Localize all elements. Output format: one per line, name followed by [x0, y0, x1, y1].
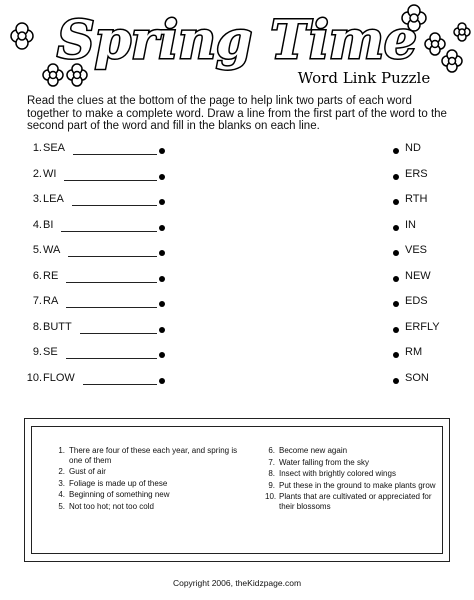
clue-number: 2. — [58, 467, 65, 476]
second-part: ERS — [405, 167, 428, 180]
clue-item — [55, 446, 241, 465]
word-row — [0, 344, 474, 364]
answer-blank[interactable] — [66, 358, 157, 359]
first-part: LEA — [43, 193, 64, 205]
clue-text: Not too hot; not too cold — [69, 501, 154, 511]
answer-blank[interactable] — [66, 282, 157, 283]
clue-text: Beginning of something new — [69, 490, 170, 499]
word-row — [0, 140, 474, 160]
row-number: 5. — [32, 244, 42, 256]
answer-blank[interactable] — [66, 307, 157, 308]
row-number: 7. — [32, 295, 42, 307]
answer-blank[interactable] — [64, 180, 157, 181]
clue-item — [265, 492, 443, 511]
second-part: RTH — [405, 193, 428, 205]
second-part: SON — [405, 371, 429, 384]
word-row — [0, 191, 474, 211]
clue-text: Insect with brightly colored wings — [279, 469, 396, 478]
flower-icon — [11, 23, 33, 49]
clue-number: 4. — [58, 490, 65, 499]
right-dot[interactable] — [393, 199, 399, 205]
left-dot[interactable] — [159, 327, 165, 333]
clue-item — [55, 502, 241, 512]
clue-number: 3. — [58, 478, 65, 488]
word-row — [0, 268, 474, 288]
first-part: SEA — [43, 142, 66, 154]
clue-text: Water falling from the sky — [279, 457, 369, 467]
word-row — [0, 242, 474, 262]
clue-number: 5. — [58, 501, 65, 511]
row-number: 2. — [32, 167, 42, 180]
left-dot[interactable] — [159, 276, 165, 282]
word-row — [0, 370, 474, 390]
right-dot[interactable] — [393, 378, 399, 384]
second-part: EDS — [405, 295, 428, 307]
clue-number: 1. — [58, 446, 65, 455]
flower-icon — [442, 50, 462, 72]
left-dot[interactable] — [159, 199, 165, 205]
flower-icon — [425, 33, 445, 55]
row-number: 1. — [32, 142, 42, 154]
clue-number: 7. — [268, 457, 275, 467]
clue-text: Become new again — [279, 446, 348, 455]
clue-number: 9. — [268, 480, 275, 490]
first-part: SE — [43, 346, 58, 358]
left-dot[interactable] — [159, 174, 165, 180]
row-number: 3. — [32, 193, 42, 205]
clue-item — [265, 481, 443, 491]
clue-number: 6. — [268, 446, 275, 455]
flower-icon — [454, 23, 470, 41]
answer-blank[interactable] — [68, 256, 157, 257]
first-part: BUTT — [43, 320, 72, 333]
copyright: Copyright 2006, theKidzpage.com — [172, 578, 302, 588]
answer-blank[interactable] — [72, 205, 157, 206]
row-number: 4. — [32, 218, 42, 231]
subtitle: Word Link Puzzle — [297, 69, 431, 87]
right-dot[interactable] — [393, 225, 399, 231]
clue-number: 10. — [265, 492, 277, 501]
clue-item — [265, 446, 443, 456]
left-dot[interactable] — [159, 225, 165, 231]
answer-blank[interactable] — [83, 384, 157, 385]
left-dot[interactable] — [159, 301, 165, 307]
clue-item — [265, 469, 443, 479]
row-number: 9. — [32, 346, 42, 358]
word-row — [0, 217, 474, 237]
clues-box — [24, 418, 450, 562]
title: Spring Time — [57, 10, 417, 71]
second-part: VES — [405, 244, 428, 256]
answer-blank[interactable] — [73, 154, 157, 155]
clue-text: Gust of air — [69, 467, 106, 476]
clue-text: Foliage is made up of these — [69, 478, 168, 488]
first-part: WI — [43, 167, 57, 180]
left-dot[interactable] — [159, 148, 165, 154]
row-number: 6. — [32, 269, 42, 282]
second-part: ERFLY — [405, 320, 440, 333]
clue-item — [55, 467, 241, 477]
right-dot[interactable] — [393, 148, 399, 154]
clue-text: There are four of these each year, and spring is one of them — [69, 446, 238, 465]
clue-item — [55, 490, 241, 500]
right-dot[interactable] — [393, 250, 399, 256]
word-row — [0, 166, 474, 186]
clue-item — [265, 458, 443, 468]
answer-blank[interactable] — [61, 231, 157, 232]
first-part: WA — [43, 244, 61, 256]
first-part: RA — [43, 295, 59, 307]
answer-blank[interactable] — [80, 333, 157, 334]
left-dot[interactable] — [159, 250, 165, 256]
clue-text: Plants that are cultivated or appreciated for their blossoms — [279, 492, 432, 511]
clues-column-left — [55, 446, 241, 513]
first-part: BI — [43, 218, 54, 231]
first-part: RE — [43, 269, 59, 282]
right-dot[interactable] — [393, 352, 399, 358]
second-part: NEW — [405, 269, 431, 282]
word-row — [0, 293, 474, 313]
second-part: ND — [405, 142, 421, 154]
row-number: 10. — [26, 371, 42, 384]
clue-text: Put these in the ground to make plants grow — [279, 480, 436, 490]
instructions: Read the clues at the bottom of the page to help link two parts of each word together to make a complete word. Draw a line from the first part of the word to the second part of the word and fill in the blanks on each line. — [27, 95, 447, 132]
row-number: 8. — [32, 320, 42, 333]
clue-number: 8. — [268, 469, 275, 478]
word-row — [0, 319, 474, 339]
left-dot[interactable] — [159, 352, 165, 358]
first-part: FLOW — [43, 371, 75, 384]
right-dot[interactable] — [393, 327, 399, 333]
right-dot[interactable] — [393, 301, 399, 307]
clues-column-right — [265, 446, 443, 513]
second-part: IN — [405, 218, 416, 231]
left-dot[interactable] — [159, 378, 165, 384]
title-artwork — [0, 0, 474, 92]
header — [0, 0, 474, 92]
second-part: RM — [405, 346, 423, 358]
right-dot[interactable] — [393, 174, 399, 180]
right-dot[interactable] — [393, 276, 399, 282]
clue-item — [55, 479, 241, 489]
